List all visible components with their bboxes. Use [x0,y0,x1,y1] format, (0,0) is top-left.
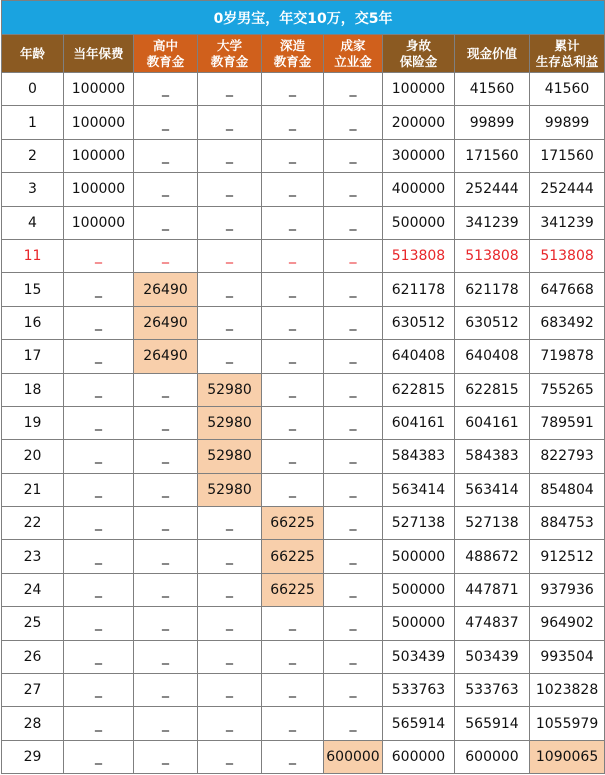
table-cell-death-benefit: 600000 [383,740,455,773]
table-cell-cash-value: 604161 [455,406,530,439]
table-cell-cumulative-survival-benefit: 513808 [530,239,605,272]
table-cell-college-edu-fund: _ [198,540,262,573]
table-cell-cumulative-survival-benefit: 964902 [530,607,605,640]
table-cell-cash-value: 513808 [455,239,530,272]
table-cell-college-edu-fund: _ [198,507,262,540]
table-row [2,707,605,740]
table-cell-cash-value: 447871 [455,573,530,606]
table-cell-annual-premium: 100000 [64,173,134,206]
table-cell-age: 16 [2,306,64,339]
table-cell-college-edu-fund: _ [198,707,262,740]
column-header-high-school-edu-fund [134,35,198,73]
table-cell-age: 20 [2,440,64,473]
table-cell-annual-premium: _ [64,373,134,406]
table-cell-high-school-edu-fund: 26490 [134,273,198,306]
table-cell-death-benefit: 500000 [383,573,455,606]
table-cell-annual-premium: 100000 [64,206,134,239]
table-cell-cumulative-survival-benefit: 683492 [530,306,605,339]
table-cell-high-school-edu-fund: _ [134,106,198,139]
column-header-line2: 立业金 [334,53,372,69]
table-cell-college-edu-fund: _ [198,740,262,773]
table-cell-annual-premium: _ [64,573,134,606]
table-cell-death-benefit: 621178 [383,273,455,306]
table-row [2,306,605,339]
table-cell-annual-premium: _ [64,340,134,373]
title-row [2,1,605,35]
table-cell-death-benefit: 563414 [383,473,455,506]
table-cell-career-family-fund: _ [324,206,383,239]
table-cell-graduate-edu-fund: _ [262,373,324,406]
table-cell-graduate-edu-fund: _ [262,206,324,239]
table-cell-career-family-fund: 600000 [324,740,383,773]
table-cell-cumulative-survival-benefit: 789591 [530,406,605,439]
table-cell-annual-premium: _ [64,273,134,306]
table-cell-graduate-edu-fund: _ [262,674,324,707]
table-cell-cash-value: 252444 [455,173,530,206]
table-cell-cumulative-survival-benefit: 1090065 [530,740,605,773]
table-cell-graduate-edu-fund: _ [262,306,324,339]
column-header-line1: 累计 [554,37,580,53]
column-header-row [2,35,605,73]
column-header-line1: 成家 [340,37,366,53]
table-cell-career-family-fund: _ [324,73,383,106]
table-row [2,540,605,573]
table-cell-annual-premium: _ [64,607,134,640]
table-cell-career-family-fund: _ [324,540,383,573]
table-cell-death-benefit: 500000 [383,206,455,239]
table-cell-college-edu-fund: _ [198,640,262,673]
table-cell-cumulative-survival-benefit: 755265 [530,373,605,406]
table-cell-graduate-edu-fund: 66225 [262,573,324,606]
table-cell-age: 1 [2,106,64,139]
table-row [2,239,605,272]
table-cell-career-family-fund: _ [324,106,383,139]
table-cell-cash-value: 527138 [455,507,530,540]
table-cell-high-school-edu-fund: _ [134,473,198,506]
column-header-cumulative-survival-benefit [530,35,605,73]
table-cell-cash-value: 563414 [455,473,530,506]
table-cell-college-edu-fund: 52980 [198,373,262,406]
table-cell-cumulative-survival-benefit: 341239 [530,206,605,239]
table-cell-college-edu-fund: _ [198,73,262,106]
table-cell-graduate-edu-fund: _ [262,340,324,373]
table-cell-death-benefit: 533763 [383,674,455,707]
table-cell-graduate-edu-fund: _ [262,73,324,106]
table-cell-annual-premium: _ [64,707,134,740]
table-cell-college-edu-fund: _ [198,239,262,272]
table-cell-annual-premium: _ [64,507,134,540]
table-cell-death-benefit: 565914 [383,707,455,740]
table-cell-cumulative-survival-benefit: 993504 [530,640,605,673]
table-cell-cumulative-survival-benefit: 884753 [530,507,605,540]
table-cell-high-school-edu-fund: _ [134,540,198,573]
table-cell-death-benefit: 300000 [383,139,455,172]
table-cell-career-family-fund: _ [324,473,383,506]
table-row [2,640,605,673]
table-cell-annual-premium: _ [64,239,134,272]
table-cell-career-family-fund: _ [324,440,383,473]
table-cell-career-family-fund: _ [324,507,383,540]
table-cell-career-family-fund: _ [324,640,383,673]
table-cell-age: 27 [2,674,64,707]
table-cell-death-benefit: 622815 [383,373,455,406]
table-cell-annual-premium: _ [64,640,134,673]
table-row [2,73,605,106]
table-cell-cumulative-survival-benefit: 719878 [530,340,605,373]
table-cell-high-school-edu-fund: _ [134,607,198,640]
table-cell-high-school-edu-fund: _ [134,640,198,673]
table-cell-cash-value: 474837 [455,607,530,640]
table-cell-annual-premium: _ [64,306,134,339]
table-cell-age: 28 [2,707,64,740]
table-cell-death-benefit: 640408 [383,340,455,373]
table-cell-cash-value: 171560 [455,139,530,172]
table-cell-graduate-edu-fund: _ [262,473,324,506]
table-cell-cash-value: 503439 [455,640,530,673]
table-title: 0岁男宝，年交10万，交5年 [2,1,605,35]
benefit-table [1,0,605,774]
table-cell-death-benefit: 513808 [383,239,455,272]
table-cell-career-family-fund: _ [324,239,383,272]
table-cell-graduate-edu-fund: _ [262,406,324,439]
table-cell-age: 15 [2,273,64,306]
table-cell-annual-premium: _ [64,473,134,506]
table-row [2,473,605,506]
table-cell-graduate-edu-fund: _ [262,273,324,306]
table-cell-cash-value: 640408 [455,340,530,373]
table-cell-age: 4 [2,206,64,239]
table-row [2,406,605,439]
table-cell-cash-value: 630512 [455,306,530,339]
table-cell-cash-value: 533763 [455,674,530,707]
table-cell-age: 0 [2,73,64,106]
table-cell-graduate-edu-fund: _ [262,106,324,139]
table-cell-career-family-fund: _ [324,306,383,339]
table-cell-high-school-edu-fund: _ [134,73,198,106]
table-cell-cumulative-survival-benefit: 822793 [530,440,605,473]
table-row [2,273,605,306]
table-cell-cash-value: 41560 [455,73,530,106]
table-cell-death-benefit: 630512 [383,306,455,339]
table-cell-death-benefit: 584383 [383,440,455,473]
table-cell-annual-premium: 100000 [64,106,134,139]
table-cell-high-school-edu-fund: _ [134,674,198,707]
table-cell-college-edu-fund: _ [198,106,262,139]
table-cell-death-benefit: 500000 [383,540,455,573]
table-cell-cumulative-survival-benefit: 647668 [530,273,605,306]
table-cell-cash-value: 600000 [455,740,530,773]
table-cell-cumulative-survival-benefit: 41560 [530,73,605,106]
table-cell-age: 29 [2,740,64,773]
table-cell-high-school-edu-fund: _ [134,740,198,773]
table-cell-college-edu-fund: 52980 [198,406,262,439]
table-cell-cumulative-survival-benefit: 1023828 [530,674,605,707]
table-cell-college-edu-fund: _ [198,206,262,239]
table-cell-age: 2 [2,139,64,172]
table-cell-age: 18 [2,373,64,406]
table-cell-career-family-fund: _ [324,674,383,707]
table-cell-high-school-edu-fund: 26490 [134,340,198,373]
table-cell-age: 21 [2,473,64,506]
table-cell-cash-value: 621178 [455,273,530,306]
table-cell-graduate-edu-fund: _ [262,707,324,740]
table-cell-career-family-fund: _ [324,173,383,206]
table-cell-career-family-fund: _ [324,139,383,172]
table-cell-career-family-fund: _ [324,373,383,406]
table-cell-graduate-edu-fund: 66225 [262,540,324,573]
table-cell-annual-premium: _ [64,540,134,573]
table-cell-cash-value: 99899 [455,106,530,139]
table-cell-death-benefit: 100000 [383,73,455,106]
table-cell-death-benefit: 200000 [383,106,455,139]
table-cell-graduate-edu-fund: _ [262,640,324,673]
column-header-line1: 深造 [279,37,305,53]
table-cell-college-edu-fund: 52980 [198,440,262,473]
column-header-annual-premium [64,35,134,73]
table-cell-cash-value: 488672 [455,540,530,573]
table-cell-high-school-edu-fund: _ [134,139,198,172]
table-cell-college-edu-fund: _ [198,573,262,606]
table-cell-age: 26 [2,640,64,673]
table-cell-graduate-edu-fund: _ [262,239,324,272]
table-cell-high-school-edu-fund: _ [134,173,198,206]
table-cell-graduate-edu-fund: _ [262,440,324,473]
table-cell-cash-value: 565914 [455,707,530,740]
column-header-cash-value [455,35,530,73]
table-cell-high-school-edu-fund: _ [134,440,198,473]
column-header-line2: 教育金 [210,53,249,69]
table-cell-annual-premium: _ [64,406,134,439]
table-cell-high-school-edu-fund: _ [134,373,198,406]
table-cell-graduate-edu-fund: _ [262,139,324,172]
table-cell-cumulative-survival-benefit: 99899 [530,106,605,139]
table-cell-high-school-edu-fund: 26490 [134,306,198,339]
table-cell-college-edu-fund: _ [198,173,262,206]
column-header-line2: 生存总利益 [535,53,599,69]
table-cell-cash-value: 584383 [455,440,530,473]
table-cell-age: 19 [2,406,64,439]
table-cell-age: 24 [2,573,64,606]
table-cell-college-edu-fund: _ [198,306,262,339]
table-cell-age: 23 [2,540,64,573]
table-cell-cumulative-survival-benefit: 854804 [530,473,605,506]
column-header-line1: 身故 [405,37,431,53]
table-cell-high-school-edu-fund: _ [134,507,198,540]
table-cell-cash-value: 341239 [455,206,530,239]
column-header-line1: 高中 [152,37,178,53]
table-row [2,507,605,540]
column-header-death-benefit [383,35,455,73]
table-cell-career-family-fund: _ [324,607,383,640]
table-cell-career-family-fund: _ [324,273,383,306]
column-header-line2: 教育金 [273,53,312,69]
table-body [2,73,605,774]
table-row [2,607,605,640]
table-cell-death-benefit: 604161 [383,406,455,439]
table-row [2,573,605,606]
table-cell-high-school-edu-fund: _ [134,239,198,272]
table-cell-cash-value: 622815 [455,373,530,406]
table-cell-age: 25 [2,607,64,640]
table-cell-annual-premium: _ [64,674,134,707]
column-header-line2: 保险金 [399,53,438,69]
column-header-line1: 现金价值 [466,45,517,61]
column-header-line1: 当年保费 [73,45,124,61]
table-row [2,440,605,473]
table-cell-career-family-fund: _ [324,340,383,373]
table-cell-graduate-edu-fund: 66225 [262,507,324,540]
table-cell-cumulative-survival-benefit: 252444 [530,173,605,206]
table-cell-death-benefit: 400000 [383,173,455,206]
table-cell-cumulative-survival-benefit: 1055979 [530,707,605,740]
table-cell-age: 22 [2,507,64,540]
column-header-line1: 年龄 [19,45,45,61]
table-cell-age: 11 [2,239,64,272]
table-cell-death-benefit: 500000 [383,607,455,640]
table-cell-college-edu-fund: _ [198,139,262,172]
table-cell-high-school-edu-fund: _ [134,573,198,606]
column-header-age [2,35,64,73]
table-cell-graduate-edu-fund: _ [262,607,324,640]
table-row [2,206,605,239]
table-cell-cumulative-survival-benefit: 912512 [530,540,605,573]
table-cell-annual-premium: 100000 [64,139,134,172]
table-cell-death-benefit: 503439 [383,640,455,673]
table-cell-annual-premium: _ [64,440,134,473]
table-cell-college-edu-fund: _ [198,674,262,707]
table-cell-high-school-edu-fund: _ [134,206,198,239]
column-header-line2: 教育金 [146,53,185,69]
table-cell-college-edu-fund: _ [198,340,262,373]
table-cell-graduate-edu-fund: _ [262,173,324,206]
table-cell-college-edu-fund: 52980 [198,473,262,506]
table-cell-annual-premium: _ [64,740,134,773]
table-cell-graduate-edu-fund: _ [262,740,324,773]
table-cell-college-edu-fund: _ [198,273,262,306]
table-cell-high-school-edu-fund: _ [134,707,198,740]
table-row [2,674,605,707]
table-cell-college-edu-fund: _ [198,607,262,640]
table-row [2,740,605,773]
table-cell-cumulative-survival-benefit: 171560 [530,139,605,172]
table-row [2,139,605,172]
table-cell-high-school-edu-fund: _ [134,406,198,439]
column-header-career-family-fund [324,35,383,73]
table-cell-age: 3 [2,173,64,206]
table-cell-career-family-fund: _ [324,707,383,740]
column-header-college-edu-fund [198,35,262,73]
table-row [2,173,605,206]
table-row [2,340,605,373]
table-cell-death-benefit: 527138 [383,507,455,540]
column-header-graduate-edu-fund [262,35,324,73]
table-row [2,106,605,139]
table-cell-cumulative-survival-benefit: 937936 [530,573,605,606]
table-cell-career-family-fund: _ [324,573,383,606]
table-cell-age: 17 [2,340,64,373]
table-cell-career-family-fund: _ [324,406,383,439]
table-row [2,373,605,406]
table-cell-annual-premium: 100000 [64,73,134,106]
column-header-line1: 大学 [216,37,242,53]
